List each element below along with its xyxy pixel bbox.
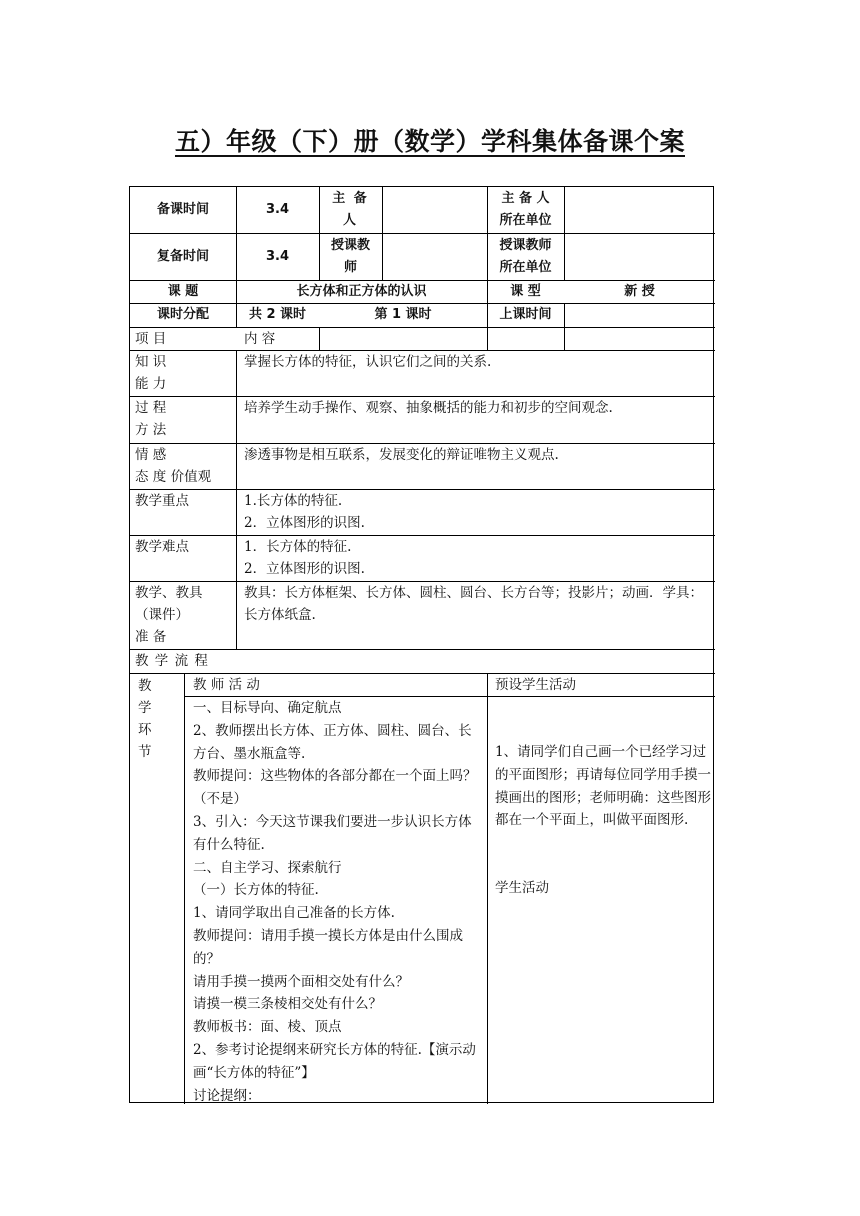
teacher-unit-value (564, 233, 715, 280)
tools-label: 教学、教具 （课件） 准 备 (135, 585, 203, 645)
topic-label: 课 题 (167, 283, 199, 299)
key-label: 教学重点 (135, 493, 189, 509)
teacher-value (382, 233, 487, 280)
review-time-label: 复备时间 (156, 248, 209, 264)
student-activity-text-2: 学生活动 (495, 880, 549, 896)
page-title: 五）年级（下）册（数学）学科集体备课个案 (174, 127, 685, 156)
topic-value: 长方体和正方体的认识 (296, 283, 427, 299)
teacher-activity-text: 一、目标导向、确定航点 2、教师摆出长方体、正方体、圆柱、圆台、长方台、墨水瓶盒等. 教师提问：这些物体的各部分都在一个面上吗？（不是） 3、引入：今天这节课我们要进一步认识长方体有什么特征. 二、自主学习、探索航行 （一）长方体的特征. 1、请同学取出自己准备的长方体. 教师提问：请用手摸一摸长方体是由什么围成的？ 请用手摸一摸两个面相交处有什么？ 请摸一模三条棱相交处有什么？ 教师板书：面、棱、顶点 2、参考讨论提纲来研究长方体的特征.【演示动画“长方体的特征”】 讨论提纲： (193, 700, 477, 1104)
class-time-value (564, 303, 715, 327)
hours-total: 共 2 课时 (248, 307, 307, 322)
knowledge-value: 掌握长方体的特征，认识它们之间的关系. (244, 354, 492, 370)
emotion-value: 渗透事物是相互联系，发展变化的辩证唯物主义观点. (244, 447, 559, 463)
item-label: 项 目 (135, 331, 167, 347)
main-preparer-unit-label: 主 备 人 所在单位 (499, 191, 552, 228)
content-label: 内 容 (244, 331, 276, 347)
hours-current: 第 1 课时 (374, 307, 432, 322)
process-label: 过 程 方 法 (135, 400, 167, 438)
review-time-value: 3.4 (265, 248, 290, 264)
key-value: 1.长方体的特征. 2．立体图形的识图. (244, 493, 365, 531)
emotion-label: 情 感 态 度 价值观 (135, 447, 212, 485)
main-preparer-value (382, 187, 487, 233)
tools-value: 教具：长方体框架、长方体、圆柱、圆台、长方台等；投影片；动画．学具：长方体纸盒. (244, 585, 703, 623)
teacher-activity-header: 教 师 活 动 (193, 677, 260, 693)
flow-label: 教 学 流 程 (135, 653, 209, 669)
difficulty-label: 教学难点 (135, 539, 189, 555)
main-preparer-unit-value (564, 187, 715, 233)
difficulty-value: 1．长方体的特征. 2．立体图形的识图. (244, 539, 365, 577)
knowledge-label: 知 识 能 力 (135, 354, 167, 392)
teacher-label: 授课教 师 (330, 237, 370, 275)
teacher-unit-label: 授课教师 所在单位 (499, 237, 552, 275)
prep-time-label: 备课时间 (156, 202, 209, 217)
class-time-label: 上课时间 (499, 307, 552, 322)
prep-time-value: 3.4 (265, 202, 290, 217)
lesson-type-value: 新 授 (624, 283, 655, 299)
hours-label: 课时分配 (156, 307, 209, 322)
lesson-plan-table (129, 186, 714, 1103)
student-activity-text-1: 1、请同学们自己画一个已经学习过的平面图形；再请每位同学用手摸一摸画出的图形；老师明确：这些图形都在一个平面上，叫做平面图形. (495, 744, 711, 829)
main-preparer-label: 主 备 人 (332, 191, 369, 228)
stage-label: 教 学 环 节 (138, 678, 152, 760)
lesson-type-label: 课 型 (510, 283, 541, 299)
process-value: 培养学生动手操作、观察、抽象概括的能力和初步的空间观念. (244, 400, 613, 416)
student-activity-header: 预设学生活动 (495, 677, 576, 693)
